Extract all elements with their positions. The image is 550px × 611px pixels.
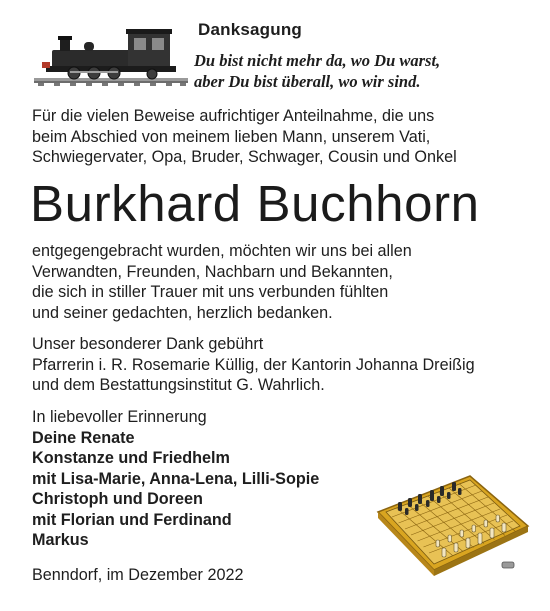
text-line: die sich in stiller Trauer mit uns verbunden fühlten [32,283,389,301]
text-line: Für die vielen Beweise aufrichtiger Anteilnahme, die uns [32,107,435,125]
mourner-name: Deine Renate [32,428,135,447]
text-line: Schwiegervater, Opa, Bruder, Schwager, Cousin und Onkel [32,148,457,166]
signature-lead: In liebevoller Erinnerung [32,408,207,426]
steam-locomotive-icon [32,22,192,92]
mourner-name: mit Lisa-Marie, Anna-Lena, Lilli-Sopie [32,469,320,488]
mourner-name: Konstanze und Friedhelm [32,449,230,467]
deceased-name: Burkhard Buchhorn [30,175,480,232]
chessboard-icon [374,468,532,578]
special-thanks-paragraph [32,334,475,396]
mourner-name: Markus [32,531,89,549]
memorial-quote [194,50,440,92]
quote-line: aber Du bist überall, wo wir sind. [194,72,421,91]
text-line: Unser besonderer Dank gebührt [32,335,264,353]
intro-paragraph [32,106,457,168]
signature-block [32,407,319,551]
text-line: Verwandten, Freunden, Nachbarn und Bekannten, [32,262,393,281]
thanks-paragraph [32,241,412,323]
place-date-line: Benndorf, im Dezember 2022 [32,566,244,584]
text-line: und dem Bestattungsinstitut G. Wahrlich. [32,376,325,394]
notice-heading: Danksagung [198,20,303,39]
place-date [32,565,243,586]
text-line: Pfarrerin i. R. Rosemarie Küllig, der Kantorin Johanna Dreißig [32,355,475,374]
text-line: beim Abschied von meinem lieben Mann, unserem Vati, [32,127,431,146]
mourner-name: mit Florian und Ferdinand [32,510,232,529]
text-line: entgegengebracht wurden, möchten wir uns bei allen [32,242,412,260]
quote-line: Du bist nicht mehr da, wo Du warst, [194,51,441,70]
mourner-name: Christoph und Doreen [32,490,203,508]
text-line: und seiner gedachten, herzlich bedanken. [32,303,333,322]
